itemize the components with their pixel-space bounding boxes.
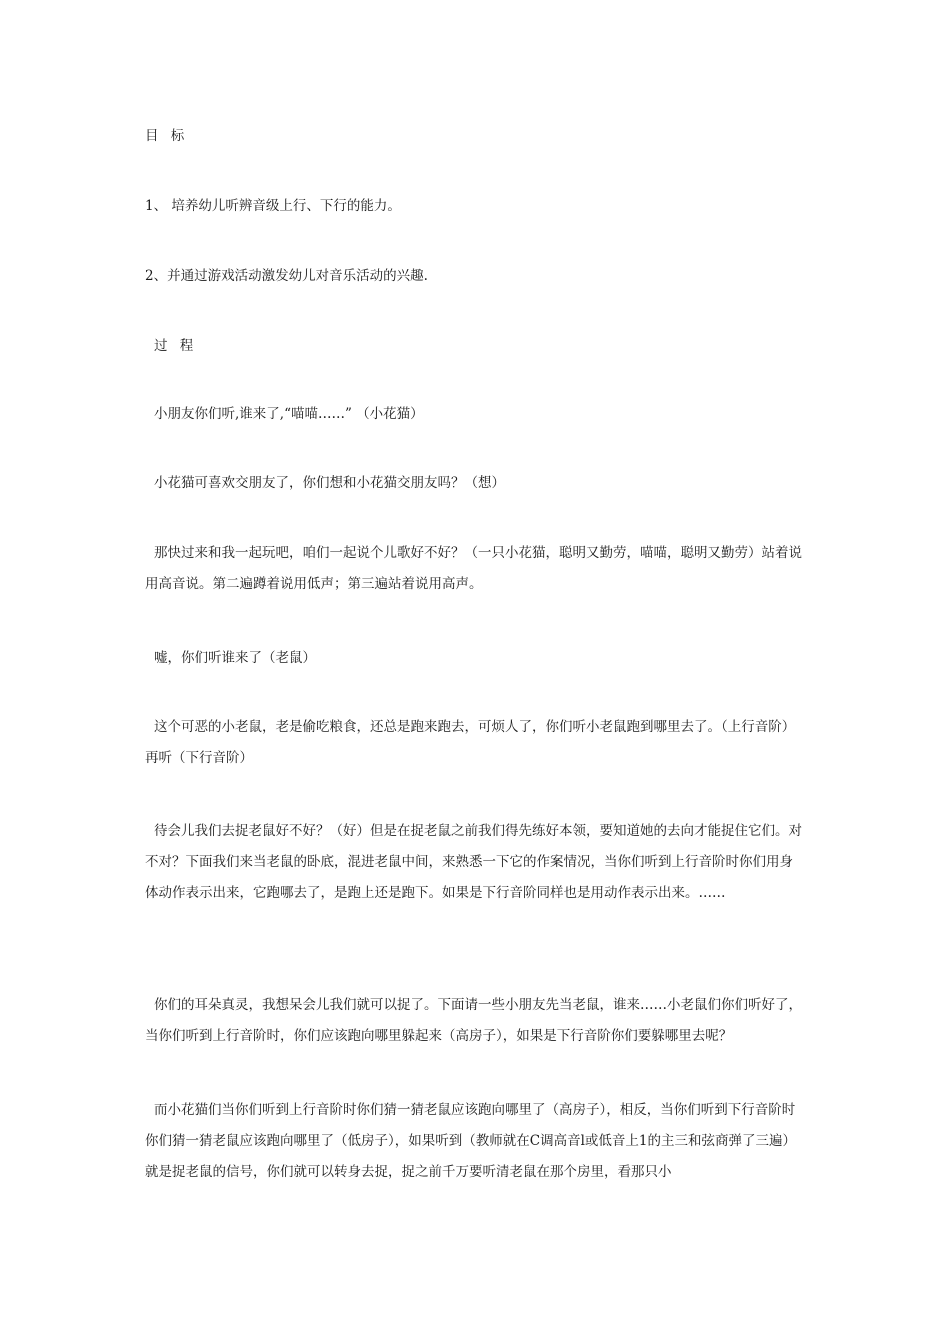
process-paragraph: 你们的耳朵真灵，我想呆会儿我们就可以捉了。下面请一些小朋友先当老鼠，谁来……小老鼠们你们听好了，当你们听到上行音阶时，你们应该跑向哪里躲起来（高房子），如果是下行音阶你们要躲哪里去呢？ <box>145 997 802 1044</box>
process-paragraph: 小朋友你们听,谁来了,“喵喵……” （小花猫） <box>154 406 424 422</box>
process-paragraph: 那快过来和我一起玩吧，咱们一起说个儿歌好不好？（一只小花猫，聪明又勤劳，喵喵，聪明又勤劳）站着说用高音说。第二遍蹲着说用低声；第三遍站着说用高声。 <box>145 545 802 592</box>
process-paragraph: 而小花猫们当你们听到上行音阶时你们猜一猜老鼠应该跑向哪里了（高房子），相反，当你们听到下行音阶时你们猜一猜老鼠应该跑向哪里了（低房子），如果听到（教师就在C调高音l或低音上1的主三和弦商弹了三遍）就是捉老鼠的信号，你们就可以转身去捉，捉之前千万要听清老鼠在那个房里，看那只小 <box>145 1102 796 1180</box>
process-paragraph: 小花猫可喜欢交朋友了，你们想和小花猫交朋友吗？（想） <box>154 475 505 491</box>
goal-item-1: 1、 培养幼儿听辨音级上行、下行的能力。 <box>145 198 401 214</box>
process-paragraph: 这个可恶的小老鼠，老是偷吃粮食，还总是跑来跑去，可烦人了，你们听小老鼠跑到哪里去了。（上行音阶）再听（下行音阶） <box>145 719 796 766</box>
process-paragraph: 待会儿我们去捉老鼠好不好？（好）但是在捉老鼠之前我们得先练好本领，要知道她的去向才能捉住它们。对不对？下面我们来当老鼠的卧底，混进老鼠中间，来熟悉一下它的作案情况，当你们听到上行音阶时你们用身体动作表示出来，它跑哪去了，是跑上还是跑下。如果是下行音阶同样也是用动作表示出来。…… <box>145 823 802 901</box>
goal-item-2: 2、并通过游戏活动激发幼儿对音乐活动的兴趣. <box>145 268 428 284</box>
process-paragraph: 嘘，你们听谁来了（老鼠） <box>154 650 316 666</box>
heading-process: 过 程 <box>154 338 198 354</box>
heading-goal: 目 标 <box>145 128 189 144</box>
